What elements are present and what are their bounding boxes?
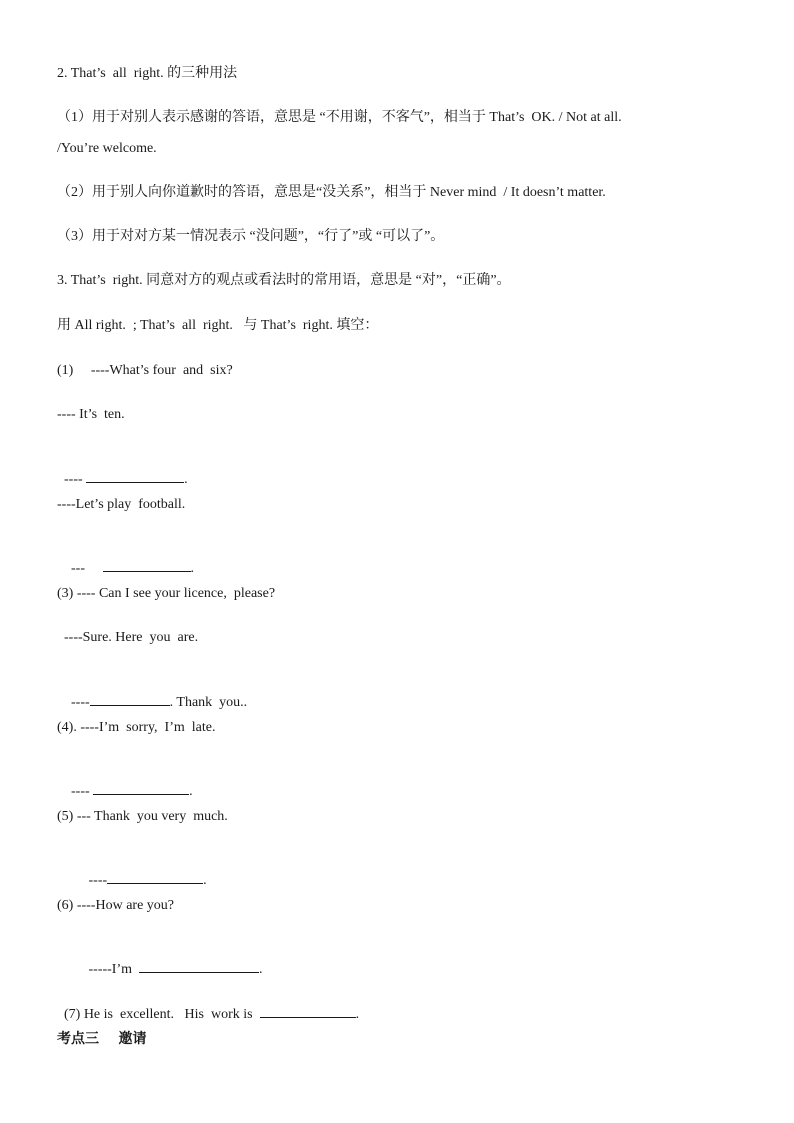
q7-blank[interactable] — [260, 1004, 356, 1018]
q3-answer: ----Sure. Here you are. — [57, 630, 199, 645]
q6-blank[interactable] — [139, 959, 259, 973]
q2-blank[interactable] — [103, 558, 191, 572]
q6-response — [57, 941, 263, 979]
usage-3: （3）用于对对方某一情况表示 “没问题”，“行了”或 “可以了”。 — [57, 229, 445, 244]
q1-response-suffix: . — [184, 472, 188, 487]
usage-1-cont: /You’re welcome. — [57, 141, 157, 156]
q4-blank[interactable] — [93, 781, 189, 795]
q5-response — [57, 852, 207, 890]
q6-response-prefix: -----I’m — [64, 962, 140, 977]
q1-response — [57, 451, 188, 489]
q7-sentence — [57, 986, 359, 1024]
usage-1: （1）用于对别人表示感谢的答语，意思是 “不用谢，不客气”，相当于 That’s OK. / Not at all. — [57, 110, 622, 125]
q2-response-prefix: --- — [64, 561, 103, 576]
q4-response-suffix: . — [189, 784, 193, 799]
q1-question: (1) ----What’s four and six? — [57, 363, 233, 378]
q1-response-prefix: ---- — [64, 472, 87, 487]
section-title-3: 3. That’s right. 同意对方的观点或看法时的常用语，意思是 “对”，“正确”。 — [57, 273, 511, 288]
q4-response — [57, 763, 193, 801]
q4-response-prefix: ---- — [64, 784, 94, 799]
q5-blank[interactable] — [107, 870, 203, 884]
q5-response-suffix: . — [203, 873, 207, 888]
q3-blank[interactable] — [90, 692, 170, 706]
q1-answer: ---- It’s ten. — [57, 407, 125, 422]
q3-response-suffix: . Thank you.. — [169, 695, 248, 710]
q2-question: ----Let’s play football. — [57, 497, 186, 512]
q3-question: (3) ---- Can I see your licence, please? — [57, 586, 276, 601]
heading-kaodian-3: 考点三 邀请 — [57, 1031, 147, 1047]
q6-question: (6) ----How are you? — [57, 898, 174, 913]
q7-suffix: . — [355, 1007, 360, 1022]
q5-question: (5) --- Thank you very much. — [57, 809, 228, 824]
q2-response-suffix: . — [190, 561, 194, 576]
q3-response-prefix: ---- — [64, 695, 90, 710]
q7-prefix: (7) He is excellent. His work is — [64, 1007, 260, 1022]
usage-2: （2）用于别人向你道歉时的答语，意思是“没关系”，相当于 Never mind / It doesn’t matter. — [57, 185, 606, 200]
section-title-2: 2. That’s all right. 的三种用法 — [57, 66, 238, 81]
q4-question: (4). ----I’m sorry, I’m late. — [57, 720, 216, 735]
exercise-instruction: 用 All right. ; That’s all right. 与 That’s right. 填空： — [57, 318, 379, 333]
q3-response — [57, 674, 247, 712]
q1-blank[interactable] — [86, 469, 184, 483]
q5-response-prefix: ---- — [64, 873, 108, 888]
q6-response-suffix: . — [259, 962, 263, 977]
q2-response — [57, 540, 194, 578]
